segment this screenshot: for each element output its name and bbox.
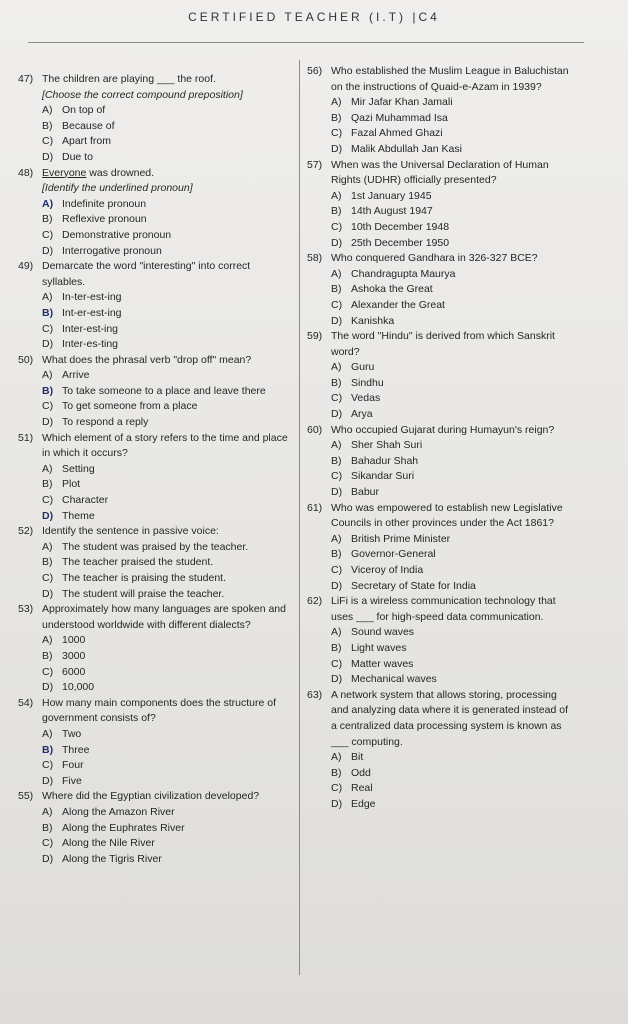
question-52 xyxy=(18,524,290,602)
option-a[interactable]: A) Arrive xyxy=(42,369,90,382)
question-number: 54) xyxy=(18,696,34,709)
question-61 xyxy=(307,501,573,595)
question-text: When was the Universal Declaration of Human Rights (UDHR) officially presented? xyxy=(331,158,549,187)
question-50 xyxy=(18,353,290,431)
question-text: Demarcate the word "interesting" into correct syllables. xyxy=(42,260,251,288)
question-text: Who occupied Gujarat during Humayun's reign? xyxy=(331,423,555,436)
question-51 xyxy=(18,431,290,525)
option-d[interactable]: D) The student will praise the teacher. xyxy=(42,587,225,600)
option-c[interactable]: C) To get someone from a place xyxy=(42,400,198,413)
option-c[interactable]: C) Apart from xyxy=(42,135,112,148)
right-column xyxy=(307,64,573,813)
option-b[interactable]: B) Light waves xyxy=(331,641,407,654)
question-number: 55) xyxy=(18,790,34,803)
question-number: 49) xyxy=(18,260,34,273)
question-text: Who conquered Gandhara in 326-327 BCE? xyxy=(331,252,538,265)
question-number: 56) xyxy=(307,65,323,77)
question-62 xyxy=(307,594,573,688)
question-text: A network system that allows storing, processing and analyzing data where it is generated instead of a centralized data processing system is known as ___ computing. xyxy=(331,688,568,748)
question-number: 47) xyxy=(18,73,34,85)
option-b[interactable]: B) Reflexive pronoun xyxy=(42,213,147,226)
option-c[interactable]: C) 6000 xyxy=(42,665,86,678)
question-number: 48) xyxy=(18,166,34,179)
question-47 xyxy=(18,72,290,166)
option-a[interactable]: A) Mir Jafar Khan Jamali xyxy=(331,96,453,109)
option-a[interactable]: A) 1st January 1945 xyxy=(331,189,432,202)
option-d[interactable]: D) Babur xyxy=(331,486,380,499)
option-c[interactable]: C) Vedas xyxy=(331,392,381,405)
question-instruction: [Choose the correct compound preposition] xyxy=(42,88,243,101)
option-c[interactable]: C) Inter-est-ing xyxy=(42,322,119,335)
option-a[interactable]: A) In-ter-est-ing xyxy=(42,291,122,304)
page-header: CERTIFIED TEACHER (I.T) |C4 xyxy=(188,10,440,24)
question-number: 61) xyxy=(307,501,323,514)
question-number: 57) xyxy=(307,158,323,171)
option-d[interactable]: D) Interrogative pronoun xyxy=(42,244,162,257)
question-number: 52) xyxy=(18,525,34,538)
option-b[interactable]: B) Plot xyxy=(42,478,81,491)
option-c[interactable]: C) Sikandar Suri xyxy=(331,470,415,483)
question-text: Approximately how many languages are spoken and understood worldwide with different dialects? xyxy=(42,603,286,631)
option-a[interactable]: A) Bit xyxy=(331,751,364,764)
option-d[interactable]: D) Mechanical waves xyxy=(331,673,437,686)
question-text: What does the phrasal verb "drop off" mean? xyxy=(42,353,252,366)
question-number: 58) xyxy=(307,252,323,265)
question-number: 53) xyxy=(18,603,34,616)
question-63 xyxy=(307,688,573,813)
option-b[interactable]: B) Governor-General xyxy=(331,548,436,561)
option-d[interactable]: D) Along the Tigris River xyxy=(42,852,162,865)
question-number: 63) xyxy=(307,688,323,701)
question-text: The word "Hindu" is derived from which Sanskrit word? xyxy=(331,330,555,358)
option-b[interactable]: B) Along the Euphrates River xyxy=(42,821,185,834)
question-58 xyxy=(307,251,573,329)
option-a[interactable]: A) 1000 xyxy=(42,634,86,647)
option-b[interactable]: B) Ashoka the Great xyxy=(331,283,433,296)
option-a[interactable]: A) British Prime Minister xyxy=(331,532,451,545)
question-text: Identify the sentence in passive voice: xyxy=(42,525,219,538)
option-c[interactable]: C) Along the Nile River xyxy=(42,837,155,850)
option-c[interactable]: C) Alexander the Great xyxy=(331,298,445,311)
question-text: LiFi is a wireless communication technology that uses ___ for high-speed data communication. xyxy=(331,595,556,623)
option-b[interactable]: B) Bahadur Shah xyxy=(331,454,419,467)
option-d[interactable]: D) Malik Abdullah Jan Kasi xyxy=(331,142,462,155)
option-d[interactable]: D) 10,000 xyxy=(42,681,95,694)
option-d[interactable]: D) Kanishka xyxy=(331,314,395,327)
option-c[interactable]: C) Character xyxy=(42,494,109,507)
column-divider xyxy=(299,60,300,975)
option-d[interactable]: D) To respond a reply xyxy=(42,416,149,429)
option-a[interactable]: A) Along the Amazon River xyxy=(42,805,175,818)
question-49 xyxy=(18,259,290,353)
option-b[interactable]: B) 14th August 1947 xyxy=(331,205,433,218)
option-b[interactable]: B) Qazi Muhammad Isa xyxy=(331,111,448,124)
question-48 xyxy=(18,166,290,260)
option-a[interactable]: A) The student was praised by the teacher. xyxy=(42,540,249,553)
option-a[interactable]: A) Setting xyxy=(42,462,95,475)
question-text: Which element of a story refers to the time and place in which it occurs? xyxy=(42,431,288,460)
question-number: 50) xyxy=(18,353,34,366)
option-c[interactable]: C) Demonstrative pronoun xyxy=(42,228,172,241)
question-text: The children are playing ___ the roof. xyxy=(42,73,216,85)
option-a[interactable]: A) Chandragupta Maurya xyxy=(331,267,456,280)
option-d[interactable]: D) Theme xyxy=(42,509,95,522)
option-c[interactable]: C) Fazal Ahmed Ghazi xyxy=(331,127,443,140)
underlined-word: Everyone xyxy=(42,166,87,179)
left-column xyxy=(18,72,290,867)
question-text: Where did the Egyptian civilization developed? xyxy=(42,790,260,803)
option-d[interactable]: D) Five xyxy=(42,774,82,787)
option-c[interactable]: C) 10th December 1948 xyxy=(331,220,450,233)
option-b[interactable]: B) To take someone to a place and leave there xyxy=(42,384,266,397)
option-a[interactable]: A) Sound waves xyxy=(331,626,415,639)
option-b[interactable]: B) Sindhu xyxy=(331,376,384,389)
header-rule xyxy=(28,42,584,43)
question-number: 62) xyxy=(307,595,323,608)
question-text: Everyone was drowned. xyxy=(42,166,155,179)
option-b[interactable]: B) Odd xyxy=(331,766,371,779)
option-b[interactable]: B) Three xyxy=(42,743,90,756)
question-number: 51) xyxy=(18,431,34,444)
question-54 xyxy=(18,696,290,790)
option-c[interactable]: C) The teacher is praising the student. xyxy=(42,572,227,584)
question-56 xyxy=(307,64,573,158)
option-d[interactable]: D) Arya xyxy=(331,408,373,421)
option-a[interactable]: A) Indefinite pronoun xyxy=(42,197,147,210)
question-55 xyxy=(18,789,290,867)
option-b[interactable]: B) The teacher praised the student. xyxy=(42,556,214,569)
question-number: 59) xyxy=(307,330,323,343)
option-d[interactable]: D) Edge xyxy=(331,797,376,810)
question-60 xyxy=(307,423,573,501)
question-53 xyxy=(18,602,290,696)
option-c[interactable]: C) Matter waves xyxy=(331,657,414,670)
question-text: How many main components does the structure of government consists of? xyxy=(42,696,277,725)
question-text: Who was empowered to establish new Legislative Councils in other provinces under the Act 1861? xyxy=(331,501,563,530)
question-57 xyxy=(307,158,573,252)
option-a[interactable]: A) Guru xyxy=(331,361,375,374)
option-d[interactable]: D) Secretary of State for India xyxy=(331,579,476,592)
option-d[interactable]: D) Due to xyxy=(42,150,93,163)
option-a[interactable]: A) Sher Shah Suri xyxy=(331,439,423,452)
question-number: 60) xyxy=(307,423,323,436)
option-c[interactable]: C) Viceroy of India xyxy=(331,564,424,576)
option-b[interactable]: B) 3000 xyxy=(42,649,86,662)
option-c[interactable]: C) Real xyxy=(331,782,373,795)
option-c[interactable]: C) Four xyxy=(42,759,84,772)
question-59 xyxy=(307,329,573,423)
option-b[interactable]: B) Because of xyxy=(42,119,115,132)
question-instruction: [Identify the underlined pronoun] xyxy=(42,182,193,195)
option-a[interactable]: A) On top of xyxy=(42,104,106,117)
question-text: Who established the Muslim League in Baluchistan on the instructions of Quaid-e-Azam in 1939? xyxy=(331,65,569,93)
option-d[interactable]: D) 25th December 1950 xyxy=(331,236,450,249)
option-d[interactable]: D) Inter-es-ting xyxy=(42,338,119,351)
option-b[interactable]: B) Int-er-est-ing xyxy=(42,306,122,319)
option-a[interactable]: A) Two xyxy=(42,727,82,740)
